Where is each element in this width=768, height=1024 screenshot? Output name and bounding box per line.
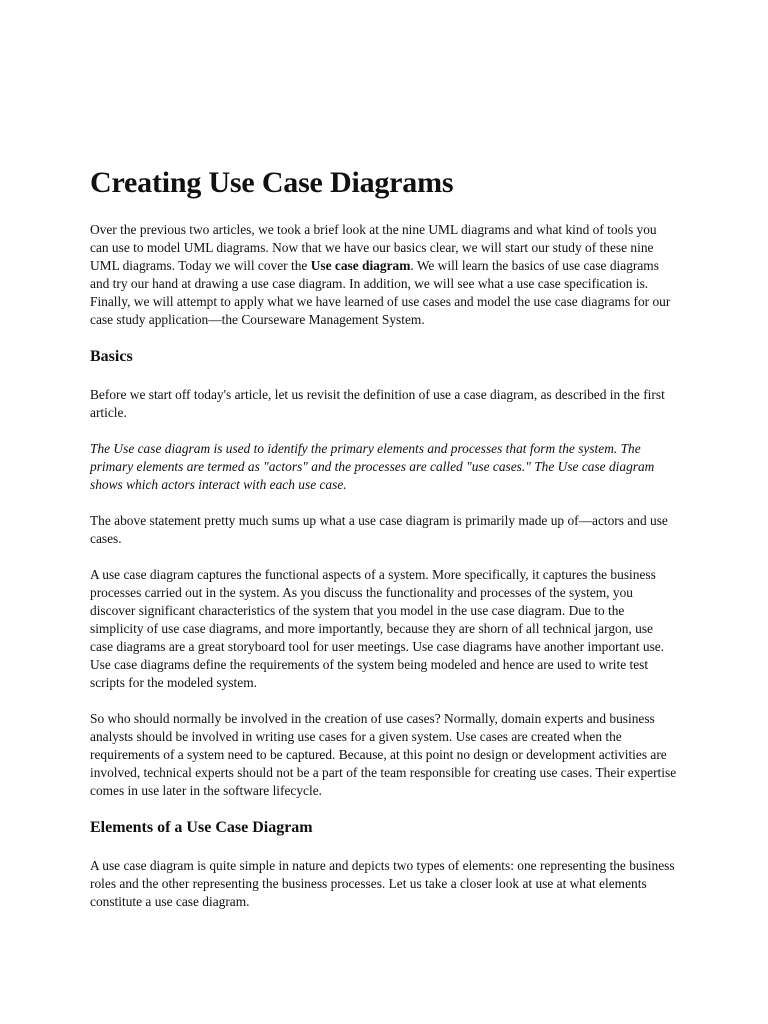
- intro-paragraph: [90, 221, 678, 329]
- intro-bold-term: Use case diagram: [310, 258, 411, 273]
- intro-text-end: . We will learn the basics of use case diagrams and try our hand at drawing a use case diagram. In addition, we will see what a use case specification is. Finally, we will attempt to apply what we have learned of use cases and model the use case diagrams for our case study application—the Courseware Management System.: [90, 258, 671, 327]
- section-heading-basics: Basics: [90, 348, 133, 365]
- section-heading-elements: Elements of a Use Case Diagram: [90, 819, 313, 836]
- intro-text-start: Over the previous two articles, we took a brief look at the nine UML diagrams and what kind of tools you can use to model UML diagrams. Now that we have our basics clear, we will start our study of these nine UML diagrams. Today we will cover the: [90, 222, 657, 273]
- basics-paragraph-4: A use case diagram captures the functional aspects of a system. More specifically, it captures the business processes carried out in the system. As you discuss the functionality and processes of the system, you discover significant characteristics of the system that you model in the use case diagram. Due to the simplicity of use case diagrams, and more importantly, because they are shorn of all technical jargon, use case diagrams are a great storyboard tool for user meetings. Use case diagrams have another important use. Use case diagrams define the requirements of the system being modeled and hence are used to write test scripts for the modeled system.: [90, 567, 665, 690]
- definition-quote: The Use case diagram is used to identify the primary elements and processes that form the system. The primary elements are termed as "actors" and the processes are called "use cases." The Use case diagram shows which actors interact with each use case.: [90, 441, 655, 492]
- basics-paragraph-3: The above statement pretty much sums up what a use case diagram is primarily made up of—actors and use cases.: [90, 513, 668, 546]
- page-title: Creating Use Case Diagrams: [90, 166, 454, 199]
- elements-paragraph-1: A use case diagram is quite simple in nature and depicts two types of elements: one representing the business roles and the other representing the business processes. Let us take a closer look at use at what elements constitute a use case diagram.: [90, 858, 675, 909]
- basics-paragraph-5: So who should normally be involved in the creation of use cases? Normally, domain experts and business analysts should be involved in writing use cases for a given system. Use cases are created when the requirements of a system need to be captured. Because, at this point no design or development activities are involved, technical experts should not be a part of the team responsible for creating use cases. Their expertise comes in use later in the software lifecycle.: [90, 711, 677, 798]
- basics-paragraph-1: Before we start off today's article, let us revisit the definition of use a case diagram, as described in the first article.: [90, 387, 665, 420]
